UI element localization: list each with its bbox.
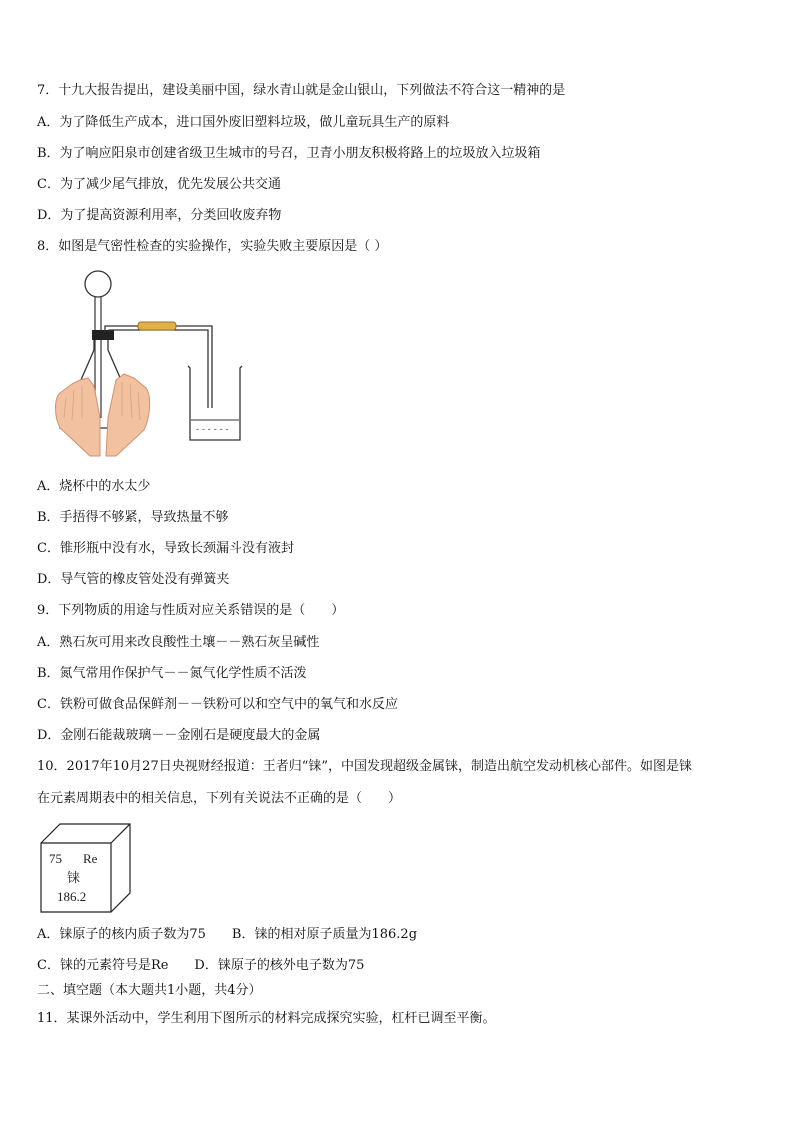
q7-option-b: B．为了响应阳泉市创建省级卫生城市的号召，卫青小朋友积极将路上的垃圾放入垃圾箱: [37, 146, 541, 161]
q7-option-a: A．为了降低生产成本，进口国外废旧塑料垃圾，做儿童玩具生产的原料: [37, 115, 450, 130]
q10-options-ab: A．铼原子的核内质子数为75 B．铼的相对原子质量为186.2g: [37, 927, 418, 942]
q9-option-a: A．熟石灰可用来改良酸性土壤－－熟石灰呈碱性: [37, 635, 320, 650]
airtightness-apparatus-figure: [50, 268, 250, 458]
periodic-table-cell-figure: [40, 823, 132, 913]
q10-options-cd: C．铼的元素符号是Re D．铼原子的核外电子数为75: [37, 958, 365, 973]
section-heading-fill-in: 二、填空题（本大题共1小题，共4分）: [37, 983, 262, 998]
q8-option-a: A．烧杯中的水太少: [37, 479, 151, 494]
q10-stem-line1: 10．2017年10月27日央视财经报道：王者归“铼”，中国发现超级金属铼，制造出航空发动机核心部件。如图是铼: [37, 759, 693, 774]
q11-stem: 11．某课外活动中，学生利用下图所示的材料完成探究实验，杠杆已调至平衡。: [37, 1011, 496, 1026]
svg-text:- - - - - -: - - - - - -: [196, 425, 229, 435]
element-symbol: Re: [83, 851, 98, 866]
left-hand: [56, 378, 101, 456]
q7-option-c: C．为了减少尾气排放，优先发展公共交通: [37, 177, 281, 192]
element-name: 铼: [67, 870, 81, 885]
q9-option-b: B．氮气常用作保护气－－氮气化学性质不活泼: [37, 666, 307, 681]
q8-stem: 8．如图是气密性检查的实验操作，实验失败主要原因是（ ）: [37, 239, 388, 254]
q8-option-d: D．导气管的橡皮管处没有弹簧夹: [37, 572, 230, 587]
q7-option-d: D．为了提高资源利用率，分类回收废弃物: [37, 208, 282, 223]
atomic-number: 75: [49, 851, 62, 866]
atomic-mass: 186.2: [57, 889, 87, 904]
funnel-bulb: [85, 271, 111, 297]
q9-option-c: C．铁粉可做食品保鲜剂－－铁粉可以和空气中的氧气和水反应: [37, 697, 398, 712]
q9-stem: 9．下列物质的用途与性质对应关系错误的是（ ）: [37, 603, 345, 618]
q8-option-c: C．锥形瓶中没有水，导致长颈漏斗没有液封: [37, 541, 294, 556]
right-hand: [106, 374, 150, 456]
q10-stem-line2: 在元素周期表中的相关信息，下列有关说法不正确的是（ ）: [37, 791, 402, 806]
q7-stem: 7．十九大报告提出，建设美丽中国，绿水青山就是金山银山，下列做法不符合这一精神的是: [37, 83, 566, 98]
q9-option-d: D．金刚石能裁玻璃－－金刚石是硬度最大的金属: [37, 728, 321, 743]
rubber-stopper: [92, 330, 114, 340]
rubber-tube-connector: [138, 322, 176, 330]
q8-option-b: B．手捂得不够紧，导致热量不够: [37, 510, 229, 525]
